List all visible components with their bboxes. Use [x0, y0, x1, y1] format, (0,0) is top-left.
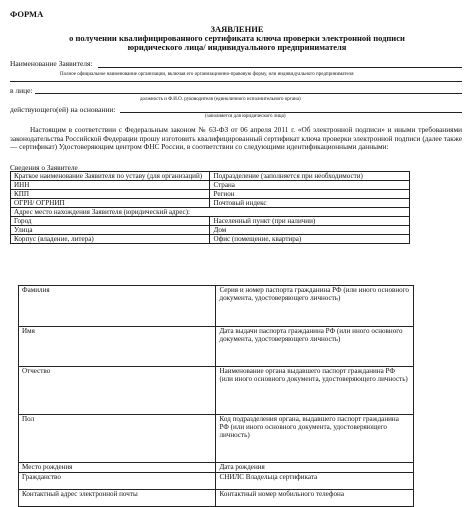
table-row [11, 181, 410, 190]
street-cell[interactable]: Улица [11, 226, 210, 235]
document-subtitle: о получении квалифицированного сертификата ключа проверки электронной подписи [69, 33, 405, 43]
ogrn-cell[interactable]: ОГРН/ ОГРНИП [11, 199, 210, 208]
birthdate-cell[interactable]: Дата рождения [216, 463, 414, 473]
table-row [11, 190, 410, 199]
locality-cell[interactable]: Населенный пункт (при наличии) [210, 217, 410, 226]
basis-caption: (заполняется для юридического лица) [205, 114, 286, 119]
snils-cell[interactable]: СНИЛС Владельца сертификата [216, 473, 414, 490]
document-title: ЗАЯВЛЕНИЕ [210, 24, 264, 34]
person-field[interactable] [35, 93, 462, 94]
basis-field[interactable] [120, 112, 462, 113]
birthplace-cell[interactable]: Место рождения [19, 463, 216, 473]
table-row [19, 286, 414, 327]
table-row [19, 463, 414, 473]
citizenship-cell[interactable]: Гражданство [19, 473, 216, 490]
address-header-cell: Адрес место нахождения Заявителя (юридический адрес): [11, 208, 410, 217]
building-cell[interactable]: Корпус (владение, литера) [11, 235, 210, 244]
table-row [19, 367, 414, 415]
applicant-field-line-2[interactable] [10, 81, 462, 82]
person-label: в лице: [10, 86, 33, 95]
owner-info-table [18, 285, 414, 507]
form-label: ФОРМА [10, 9, 44, 19]
kpp-cell[interactable]: КПП [11, 190, 210, 199]
mobile-phone-cell[interactable]: Контактный номер мобильного телефона [216, 490, 414, 507]
request-paragraph: Настоящим в соответствии с Федеральным законом № 63-ФЗ от 06 апреля 2011 г. «Об электронной подписи» и иными требованиями законодательства Российской Федерации прошу изготовить квалифицированный сертификат ключа проверки электронной подписи (далее также — сертификат) Удостоверяющим центром ФНС России, в соответствии со следующими идентификационными данными: [10, 125, 462, 152]
applicant-caption: Полное официальное наименование организации, включая его организационно-правовую форму, или индивидуального предпринимателя [60, 72, 354, 77]
country-cell[interactable]: Страна [210, 181, 410, 190]
first-name-cell[interactable]: Имя [19, 327, 216, 367]
office-cell[interactable]: Офис (помещение, квартира) [210, 235, 410, 244]
house-cell[interactable]: Дом [210, 226, 410, 235]
applicant-info-table [10, 171, 410, 244]
division-code-cell[interactable]: Код подразделения органа, выдавшего паспорт гражданина РФ (или иного основного документа, удостоверяющего личность) [216, 415, 414, 463]
applicant-label: Наименование Заявителя: [10, 59, 93, 68]
table-row [19, 415, 414, 463]
passport-issuer-cell[interactable]: Наименование органа выдавшего паспорт гражданина РФ (или иного основного документа, удостоверяющего личность) [216, 367, 414, 415]
person-caption: должность и Ф.И.О. руководителя (единоличного исполнительного органа) [140, 97, 301, 102]
table-row [19, 473, 414, 490]
applicant-field[interactable] [98, 67, 462, 68]
email-cell[interactable]: Контактный адрес электронной почты [19, 490, 216, 507]
postal-code-cell[interactable]: Почтовый индекс [210, 199, 410, 208]
region-cell[interactable]: Регион [210, 190, 410, 199]
table-row [19, 327, 414, 367]
table-row [11, 226, 410, 235]
table-row [11, 217, 410, 226]
table-row [11, 172, 410, 181]
table-row [19, 490, 414, 507]
table-row [11, 199, 410, 208]
surname-cell[interactable]: Фамилия [19, 286, 216, 327]
section-title: Сведения о Заявителе [10, 163, 78, 172]
short-name-cell[interactable]: Краткое наименование Заявителя по уставу (для организаций) [11, 172, 210, 181]
patronymic-cell[interactable]: Отчество [19, 367, 216, 415]
basis-label: действующего(ей) на основании: [10, 105, 116, 114]
passport-date-cell[interactable]: Дата выдачи паспорта гражданина РФ (или иного основного документа, удостоверяющего личность) [216, 327, 414, 367]
inn-cell[interactable]: ИНН [11, 181, 210, 190]
subdivision-cell[interactable]: Подразделение (заполняется при необходимости) [210, 172, 410, 181]
city-cell[interactable]: Город [11, 217, 210, 226]
table-row [11, 235, 410, 244]
table-row [11, 208, 410, 217]
document-subtitle-2: юридического лица/ индивидуального предпринимателя [127, 42, 347, 52]
passport-number-cell[interactable]: Серия и номер паспорта гражданина РФ (или иного основного документа, удостоверяющего личность) [216, 286, 414, 327]
gender-cell[interactable]: Пол [19, 415, 216, 463]
